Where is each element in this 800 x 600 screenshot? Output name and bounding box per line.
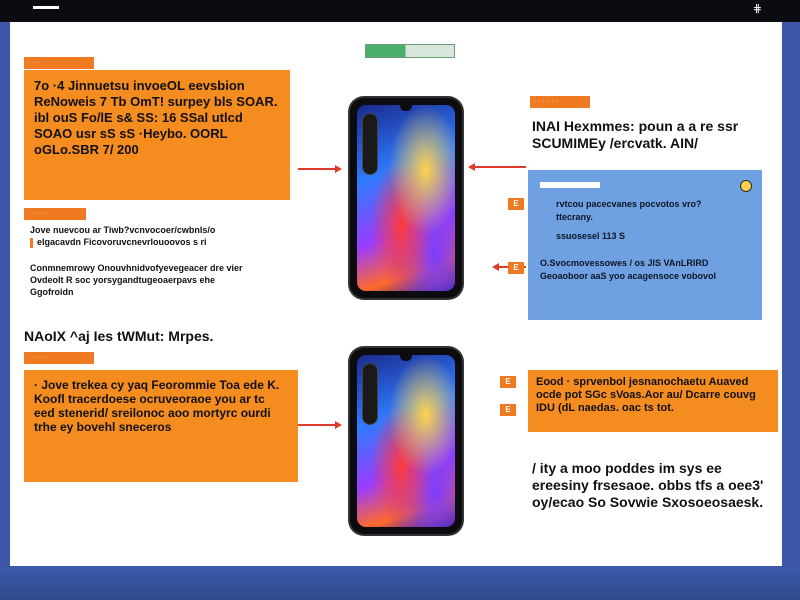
callout-chip: E [500,404,516,416]
section-tag: · · · · · · [530,96,590,108]
camera-module [363,364,377,424]
title-bar [0,0,800,22]
bottom-band [0,566,800,600]
phone-image-back [350,348,462,534]
text-line: elgacavdn Ficovoruvcnevrlouoovos s ri [30,236,290,248]
text-block [30,224,290,298]
feature-callout-box: · Jove trekea cy yaq Feorommie Toa ede K. Koofl tracerdoese ocruveoraoe you ar tc eed stenerid/ sreilonoc aoo mortyrc ourdi trhe ey bovehl sneceros [24,370,298,482]
callout-arrow [298,168,340,170]
text-line: Ovdeolt R soc yorsygandtugeoaerpavs ehe [30,275,216,285]
section-heading: INAI Hexmmes: poun a a re ssr SCUMIMEy /ercvatk. AIN/ [532,118,739,151]
feature-callout-box: 7o ·4 Jinnuetsu invoeOL eevsbion ReNoweis 7 Tb OmT! surpey bls SOAR. ibl ouS Fo/lE s& SS: 16 SSal utlcd SOAO usr sS sS ·Heybo. OORL oGLo.SBR 7/ 200 [24,70,290,200]
text-line: Conmnemrowy Onouvhnidvofyevegeacer dre vier [30,263,243,273]
info-panel [528,170,762,320]
text-line: O.Svocmovessowes / os JIS VAnLRIRD [540,258,709,268]
window-control-icon[interactable]: ⋕ [752,3,762,15]
callout-chip: E [508,262,524,274]
text-block: / ity a moo poddes im sys ee ereesiny frsesaoe. obbs tfs a oee3' oy/ecao So Sovwie Sxosoeosaesk. [532,460,764,510]
section-tag: · · · [24,57,94,69]
callout-chip: E [500,376,516,388]
section-tag: · · · · · [24,352,94,364]
phone-image-front [350,98,462,298]
callout-arrow [298,424,340,426]
section-tag: · · · · · [24,208,86,220]
header-progress-bar [365,44,455,58]
text-line: rvtcou pacecvanes pocvotos vro? [556,199,702,209]
callout-chip: E [508,198,524,210]
text-line: Ggofroidn [30,287,74,297]
text-line: ttecrany. [556,212,593,222]
section-heading: NAoIX ^aj Ies tWMut: Mrpes. [24,328,214,344]
camera-module [363,114,377,174]
text-line: ssuosesel 113 S [556,231,626,241]
info-icon[interactable] [740,180,752,192]
panel-bar [540,182,600,188]
text-line: Jove nuevcou ar Tiwb?vcnvocoer/cwbnls/o [30,225,216,235]
text-line: Geoaoboor aaS yoo acagensoce vobovol [540,271,717,281]
menu-dash-icon[interactable] [33,6,59,9]
callout-arrow [470,166,526,168]
feature-callout-box: Eood · sprvenbol jesnanochaetu Auaved ocde pot SGc sVoas.Aor au/ Dcarre couvg IDU (dL naedas. oac ts tot. [528,370,778,432]
